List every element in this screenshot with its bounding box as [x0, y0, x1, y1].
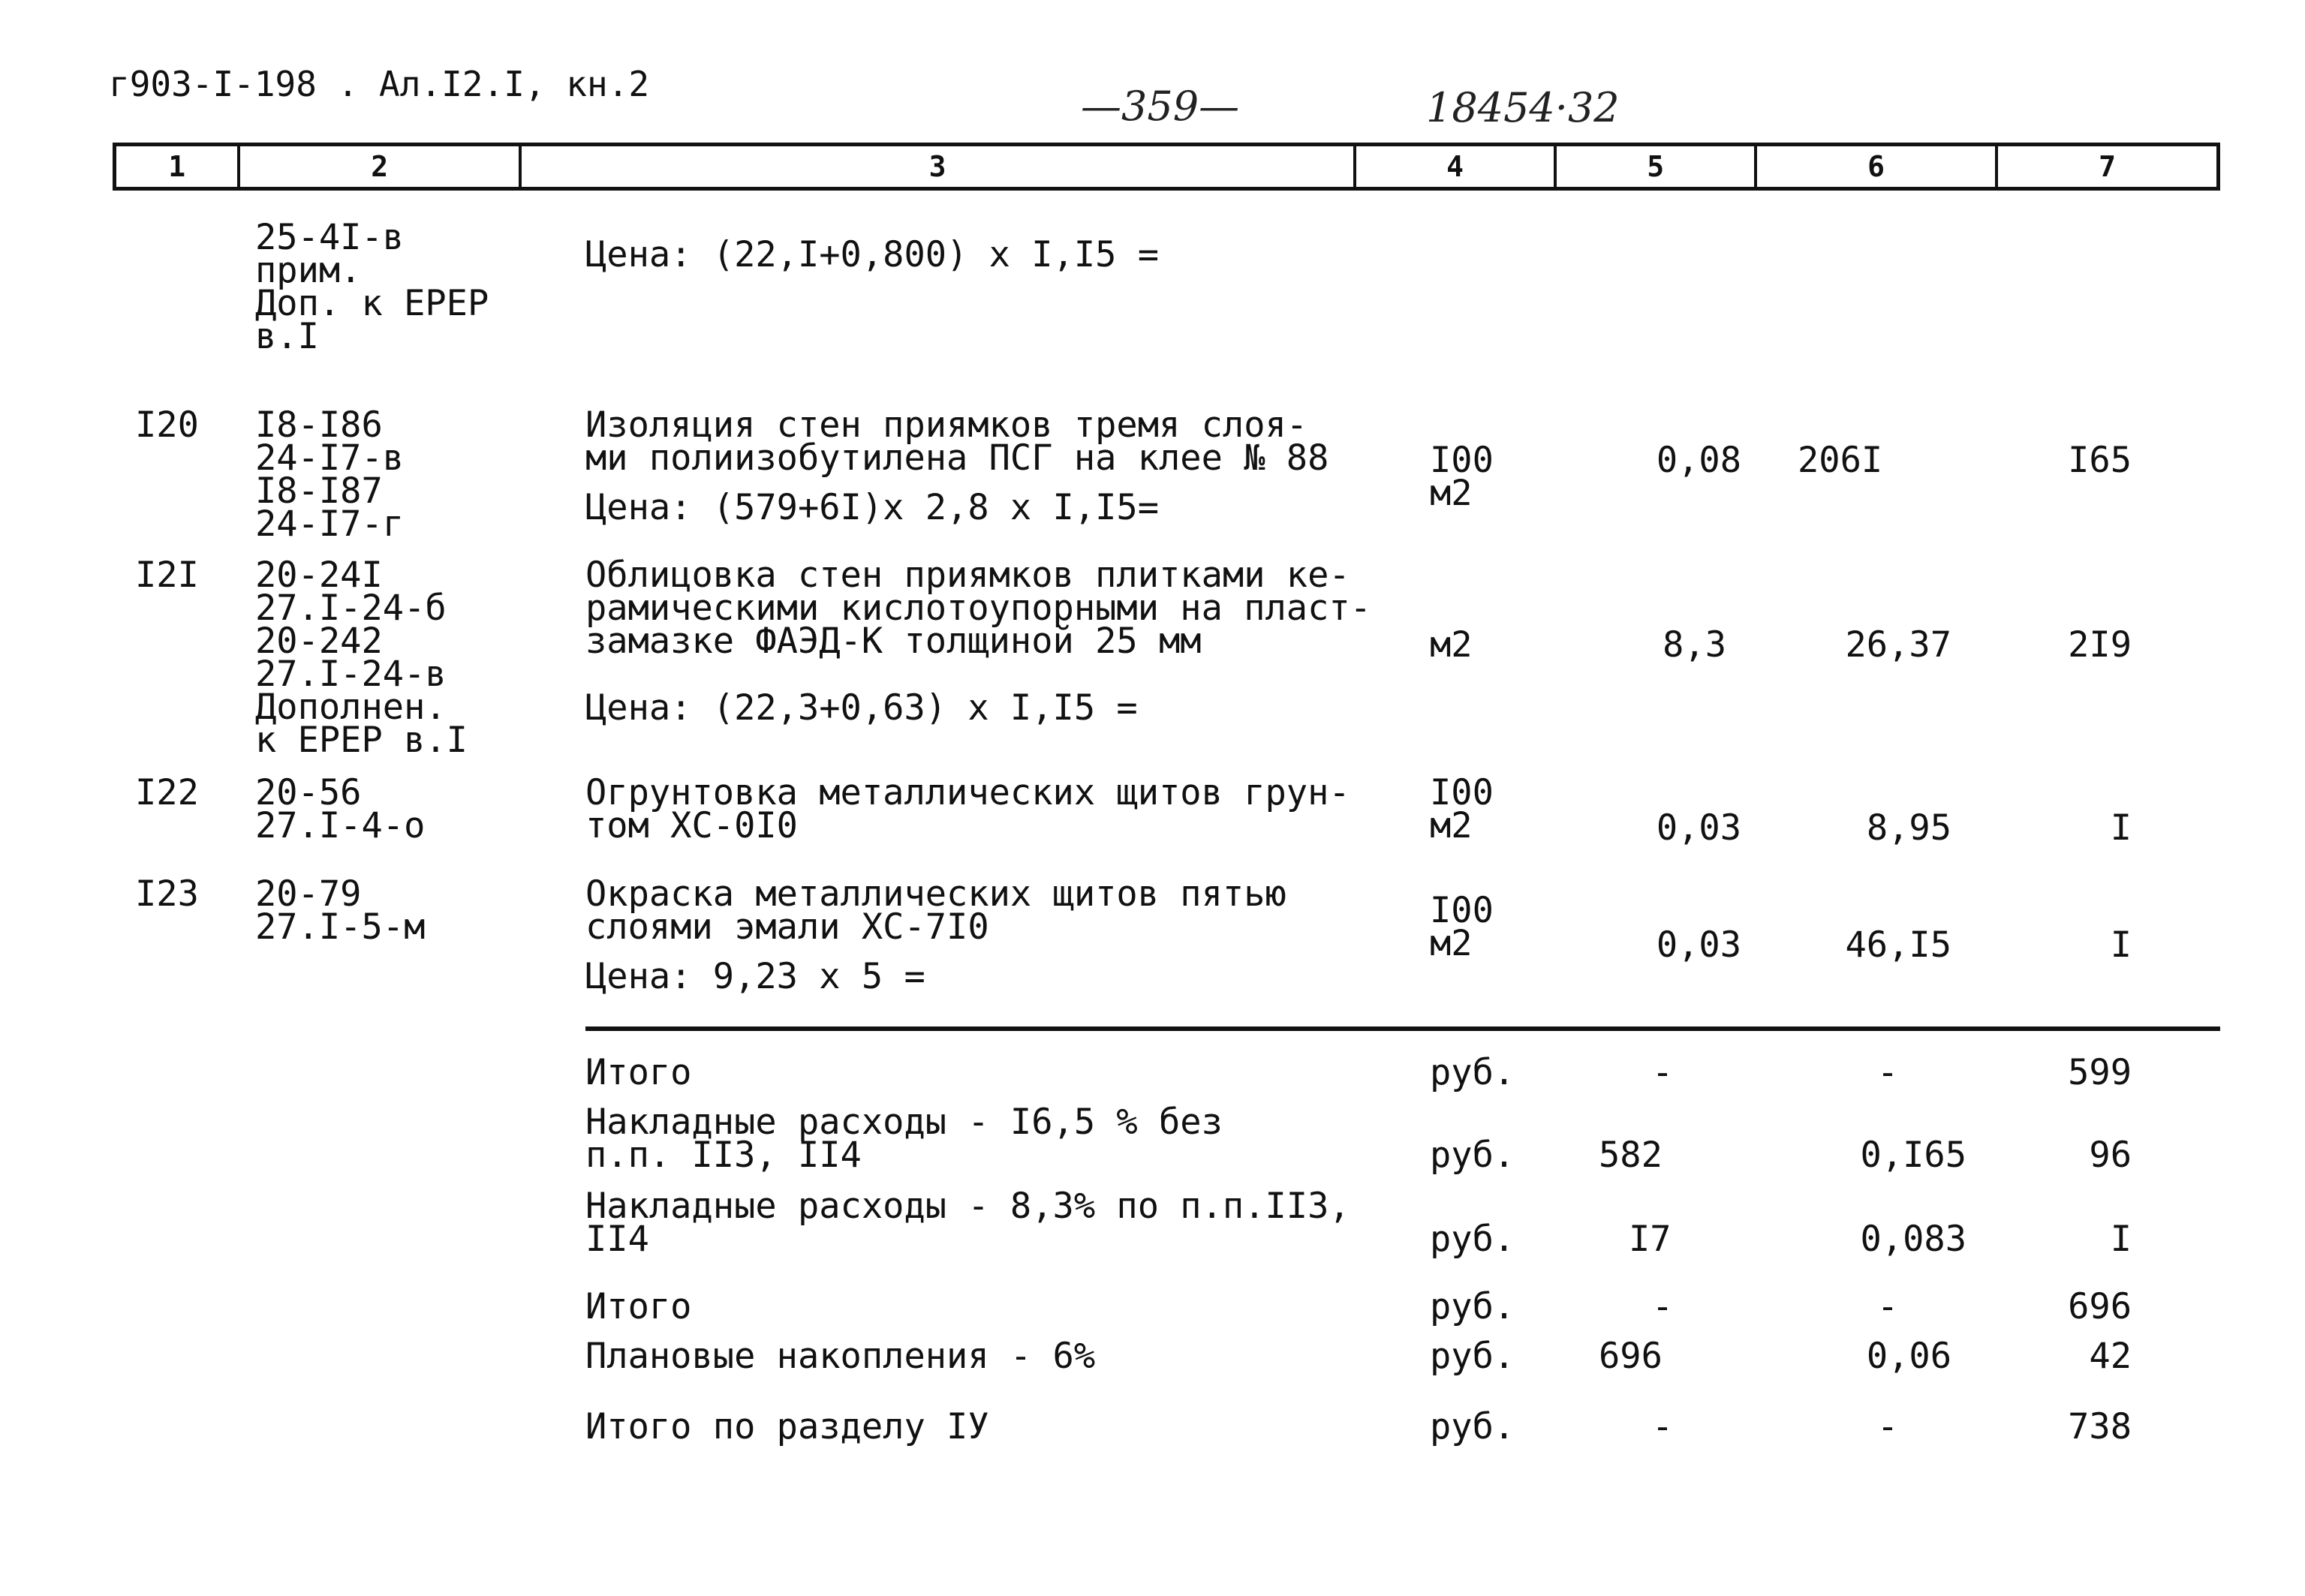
row-code: прим. — [255, 250, 362, 291]
summary-label: Накладные расходы - I6,5 % без — [585, 1102, 1223, 1143]
row-code: 20-24I — [255, 555, 383, 596]
row-description: Облицовка стен приямков плитками ке- — [585, 555, 1350, 596]
row-rate: 206I — [1798, 440, 1883, 481]
summary-unit: руб. — [1430, 1052, 1515, 1093]
summary-rate: 0,083 — [1860, 1219, 1966, 1260]
document-code: г903-I-198 . Ал.I2.I, кн.2 — [109, 64, 650, 104]
row-code: Доп. к ЕРЕР — [255, 283, 489, 324]
column-header-4: 4 — [1356, 146, 1557, 187]
row-number: I23 — [135, 873, 199, 915]
row-code: 27.I-24-б — [255, 588, 447, 629]
summary-base: 696 — [1599, 1336, 1663, 1377]
row-code: I8-I87 — [255, 470, 383, 512]
summary-unit: руб. — [1430, 1219, 1515, 1260]
row-code: 20-242 — [255, 621, 383, 662]
row-total: 2I9 — [2068, 624, 2132, 666]
summary-label: Плановые накопления - 6% — [585, 1336, 1096, 1377]
row-price: Цена: 9,23 x 5 = — [585, 956, 925, 997]
row-price: Цена: (22,3+0,63) x I,I5 = — [585, 687, 1138, 729]
row-description: Окраска металлических щитов пятью — [585, 873, 1286, 915]
summary-total: 696 — [2068, 1286, 2132, 1327]
summary-label: II4 — [585, 1219, 649, 1260]
column-header-7: 7 — [2099, 150, 2116, 183]
row-code: 24-I7-г — [255, 503, 405, 545]
summary-rate: - — [1876, 1406, 1899, 1447]
summary-rate: - — [1876, 1286, 1899, 1327]
summary-rate: 0,06 — [1866, 1336, 1951, 1377]
column-header-5: 5 — [1557, 146, 1757, 187]
row-rate: 26,37 — [1845, 624, 1951, 666]
summary-label: п.п. II3, II4 — [585, 1135, 862, 1176]
row-quantity: 0,08 — [1656, 440, 1741, 481]
row-code: I8-I86 — [255, 404, 383, 446]
column-header-3: 3 — [522, 146, 1356, 187]
row-code: 25-4I-в — [255, 217, 405, 258]
row-unit: м2 — [1430, 473, 1473, 514]
row-code: 27.I-5-м — [255, 906, 426, 948]
row-description: Огрунтовка металлических щитов грун- — [585, 772, 1350, 813]
summary-base: - — [1651, 1406, 1674, 1447]
row-quantity: 8,3 — [1663, 624, 1726, 666]
summary-label: Итого по разделу IУ — [585, 1406, 989, 1447]
row-code: в.I — [255, 316, 319, 357]
column-header-2: 2 — [240, 146, 522, 187]
row-unit: м2 — [1430, 624, 1473, 666]
row-code: 20-56 — [255, 772, 362, 813]
summary-rate: - — [1876, 1052, 1899, 1093]
row-code: 20-79 — [255, 873, 362, 915]
row-price: Цена: (579+6I)x 2,8 x I,I5= — [585, 487, 1160, 528]
summary-label: Накладные расходы - 8,3% по п.п.II3, — [585, 1186, 1350, 1227]
summary-unit: руб. — [1430, 1135, 1515, 1176]
summary-total: I — [2110, 1219, 2132, 1260]
summary-rate: 0,I65 — [1860, 1135, 1966, 1176]
summary-base: I7 — [1629, 1219, 1672, 1260]
row-total: I65 — [2068, 440, 2132, 481]
row-unit: I00 — [1430, 890, 1494, 931]
summary-divider — [585, 1026, 2220, 1031]
row-code: 24-I7-в — [255, 437, 405, 479]
row-description: ми полиизобутилена ПСГ на клее № 88 — [585, 437, 1329, 479]
summary-unit: руб. — [1430, 1336, 1515, 1377]
summary-base: - — [1651, 1286, 1674, 1327]
row-quantity: 0,03 — [1656, 924, 1741, 966]
row-total: I — [2110, 807, 2132, 849]
summary-unit: руб. — [1430, 1286, 1515, 1327]
page-number: —359— — [1081, 83, 1240, 130]
row-unit: м2 — [1430, 923, 1473, 964]
summary-label: Итого — [585, 1052, 692, 1093]
row-code: к ЕРЕР в.I — [255, 720, 468, 761]
summary-base: - — [1651, 1052, 1674, 1093]
row-unit: м2 — [1430, 805, 1473, 846]
row-total: I — [2110, 924, 2132, 966]
row-description: рамическими кислотоупорными на пласт- — [585, 588, 1371, 629]
row-unit: I00 — [1430, 440, 1494, 481]
summary-base: 582 — [1599, 1135, 1663, 1176]
row-rate: 8,95 — [1866, 807, 1951, 849]
summary-label: Итого — [585, 1286, 692, 1327]
row-description: замазке ФАЭД-К толщиной 25 мм — [585, 621, 1202, 662]
row-quantity: 0,03 — [1656, 807, 1741, 849]
summary-unit: руб. — [1430, 1406, 1515, 1447]
summary-total: 96 — [2089, 1135, 2132, 1176]
handwritten-note: 18454·32 — [1426, 84, 1620, 131]
column-header-row — [113, 143, 2220, 191]
column-header-6: 6 — [1757, 146, 1998, 187]
summary-total: 42 — [2089, 1336, 2132, 1377]
row-number: I22 — [135, 772, 199, 813]
row-code: 27.I-24-в — [255, 654, 447, 695]
row-description: том ХС-0I0 — [585, 805, 798, 846]
row-description: Изоляция стен приямков тремя слоя- — [585, 404, 1308, 446]
row-price: Цена: (22,I+0,800) x I,I5 = — [585, 234, 1160, 275]
row-description: слоями эмали ХС-7I0 — [585, 906, 989, 948]
summary-total: 738 — [2068, 1406, 2132, 1447]
row-number: I20 — [135, 404, 199, 446]
row-code: 27.I-4-о — [255, 805, 426, 846]
summary-total: 599 — [2068, 1052, 2132, 1093]
row-number: I2I — [135, 555, 199, 596]
column-header-1: 1 — [116, 146, 240, 187]
row-unit: I00 — [1430, 772, 1494, 813]
row-rate: 46,I5 — [1845, 924, 1951, 966]
row-code: Дополнен. — [255, 687, 447, 728]
